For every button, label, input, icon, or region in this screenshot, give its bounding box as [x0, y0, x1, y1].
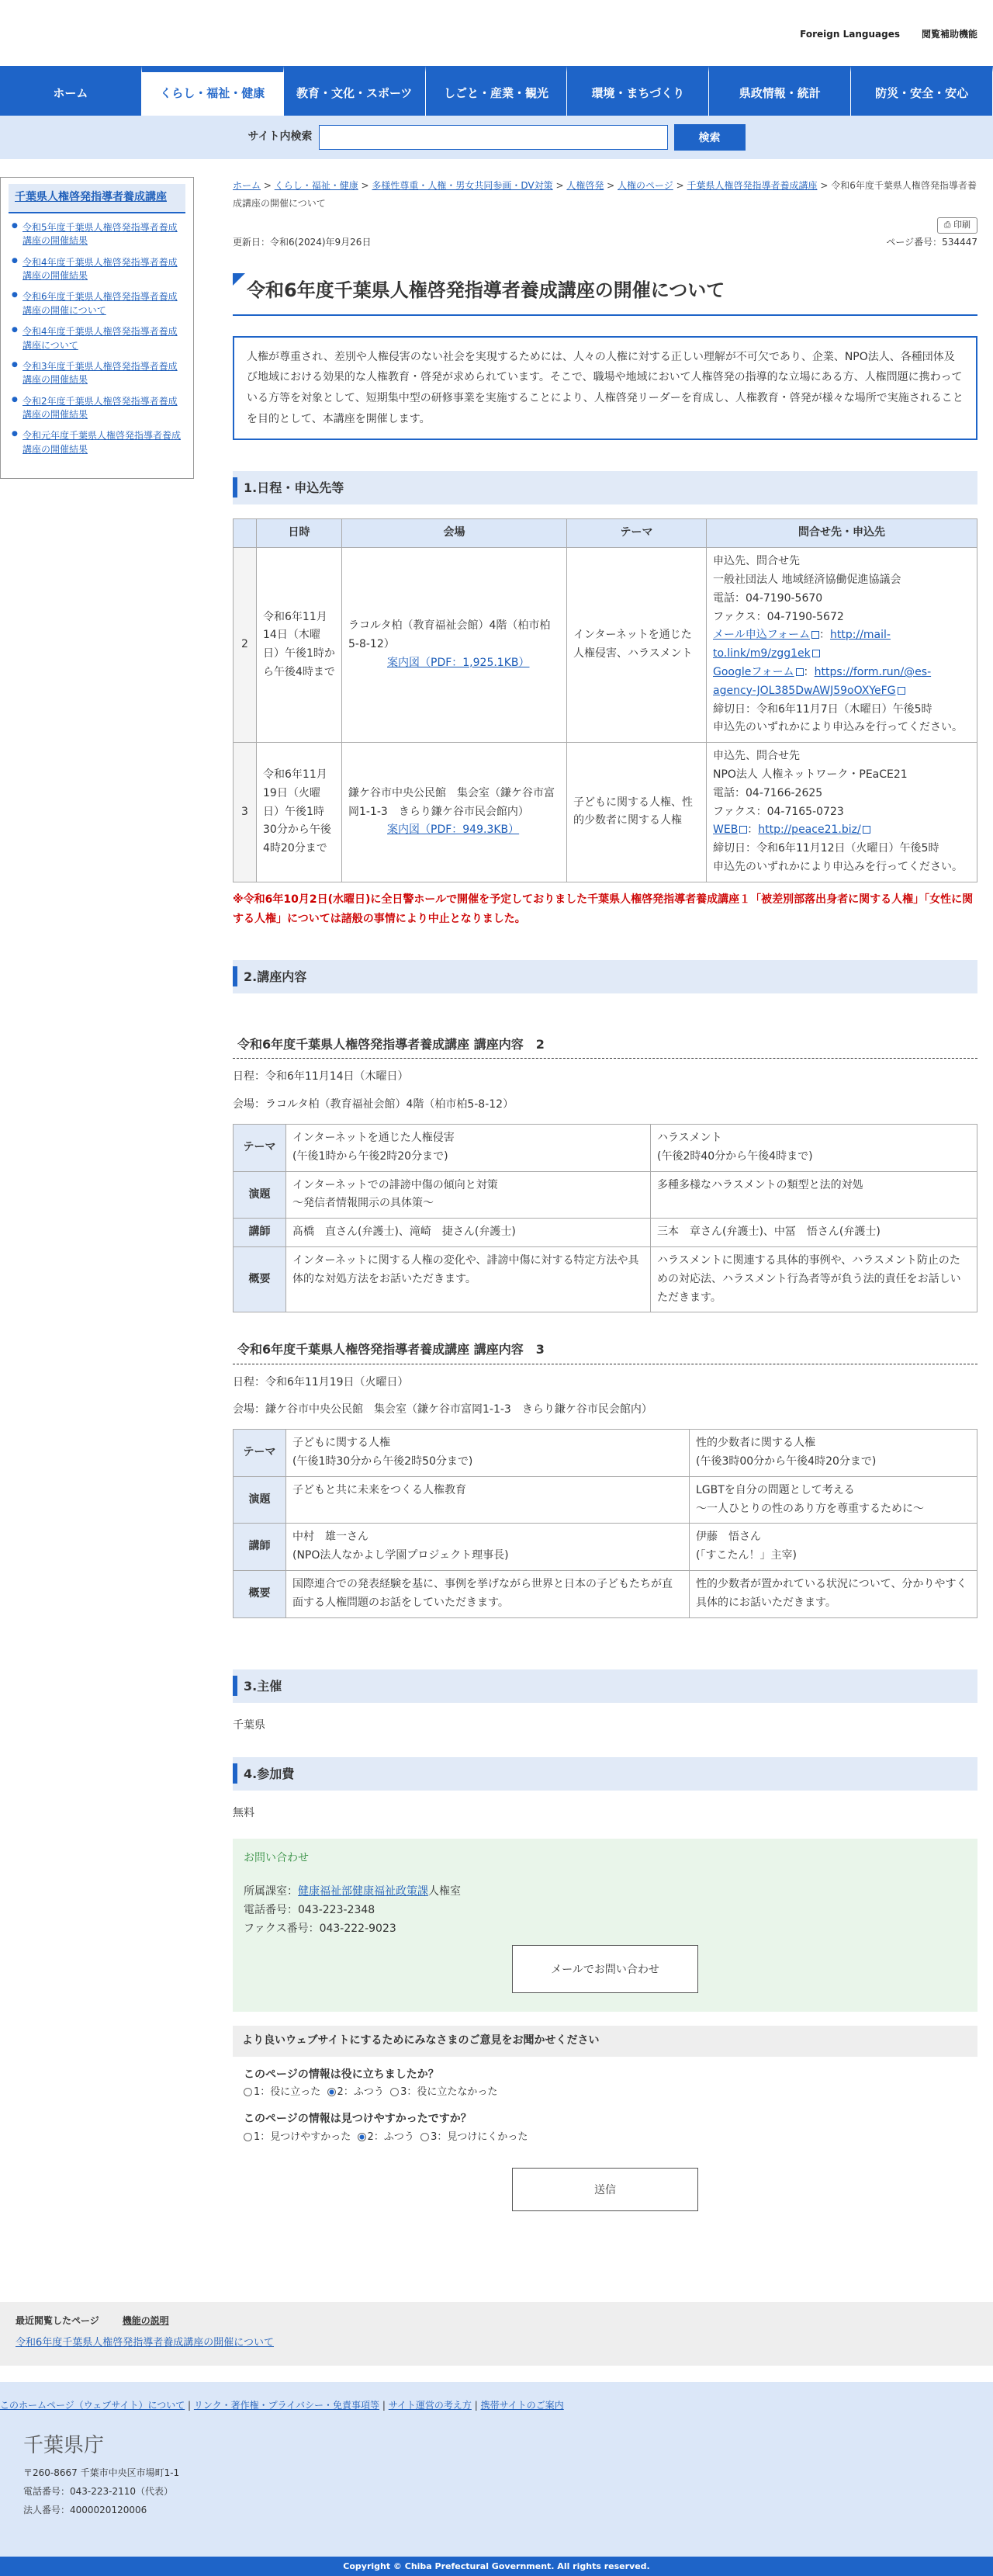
deadline: 締切日：令和6年11月7日（木曜日）午後5時 [713, 702, 932, 716]
inquiry-dept [244, 1883, 967, 1902]
section-heading: 1.日程・申込先等 [233, 471, 977, 504]
map-pdf-link[interactable]: 案内図（PDF：1,925.1KB） [387, 657, 530, 670]
row-header: 演題 [234, 1171, 286, 1219]
lead-text: 人権が尊重され、差別や人権侵害のない社会を実現するためには、人々の人権に対する正しい理解が不可欠であり、企業、NPO法人、各種団体及び地域における効果的な人権教育・啓発が求められています。そこで、職場や地域において人権啓発の指導的な立場にある方、人権問題に携わっている方等を対象として、短期集中型の研修事業を実施することにより、人権啓発リーダーを育成し、人権教育・啓発が様々な場所で実施されることを目的として、本講座を開催します。 [233, 336, 977, 440]
inquiry-fax: ファクス番号：043-222-9023 [244, 1922, 396, 1935]
fee-text: 無料 [233, 1806, 254, 1819]
sidebar-item [9, 221, 185, 248]
radio-button[interactable] [390, 2088, 399, 2096]
main-tel: 電話番号：043-223-2110（代表） [23, 2485, 174, 2497]
theme-cell: インターネットを通じた人権侵害、ハラスメント [567, 548, 707, 743]
mail-inquiry-button[interactable]: メールでお問い合わせ [512, 1945, 698, 1993]
page-title: 令和6年度千葉県人権啓発指導者養成講座の開催について [233, 270, 977, 316]
row-header: 概要 [234, 1570, 286, 1617]
survey-question: このページの情報は役に立ちましたか？ [244, 2068, 439, 2081]
table-cell: 多種多様なハラスメントの類型と法的対処 [651, 1171, 977, 1219]
external-link-icon [812, 650, 820, 657]
footer-address [23, 2463, 993, 2519]
inquiry-box [233, 1839, 977, 2012]
map-pdf-link[interactable]: 案内図（PDF：949.3KB） [387, 823, 520, 837]
breadcrumb-link[interactable]: 人権啓発 [566, 180, 604, 191]
contact-label: 申込先、問合せ先 [713, 750, 800, 763]
section-heading: 2.講座内容 [233, 960, 977, 993]
table-row [234, 548, 977, 743]
top-utility-bar [0, 0, 993, 66]
sidebar [0, 177, 194, 479]
table-cell: 国際連合での発表経験を基に、事例を挙げながら世界と日本の子どもたちが直面する人権問題のお話をしていただきます。 [286, 1570, 690, 1617]
row-header: テーマ [234, 1125, 286, 1172]
nav-environment[interactable]: 環境・まちづくり [567, 66, 709, 116]
contact-google-form: Googleフォーム ：https://form.run/@es-agency-JOL385DwAWJ59oOXYeFG [713, 665, 932, 697]
radio-label: 1：役に立った [254, 2086, 321, 2099]
footer-link[interactable]: 携帯サイトのご案内 [480, 2400, 564, 2411]
table-row [234, 743, 977, 882]
sidebar-item [9, 360, 185, 387]
apply-note: 申込先のいずれかにより申込みを行ってください。 [713, 860, 963, 873]
table-row [234, 1219, 977, 1247]
survey-form [233, 2026, 977, 2212]
sidebar-title [9, 184, 185, 213]
table-row [234, 1430, 977, 1477]
contact-web: WEB ：http://peace21.biz/ [713, 821, 971, 840]
radio-label: 1：見つけやすかった [254, 2131, 351, 2144]
survey-options [244, 2084, 977, 2101]
sidebar-link[interactable]: 令和6年度千葉県人権啓発指導者養成講座の開催について [22, 291, 178, 316]
table-row [234, 1570, 977, 1617]
column-header: 会場 [342, 519, 567, 548]
venue-cell [342, 743, 567, 882]
sidebar-link[interactable]: 令和2年度千葉県人権啓発指導者養成講座の開催結果 [22, 395, 178, 421]
address: 〒260-8667 千葉市中央区市場町1-1 [23, 2467, 180, 2478]
copyright: Copyright © Chiba Prefectural Government. All rights reserved. [0, 2557, 993, 2576]
breadcrumb: ホーム > くらし・福祉・健康 > 多様性尊重・人権・男女共同参画・DV対策 > 人権啓発 > 人権のページ > 千葉県人権啓発指導者養成講座 > 令和6年度千葉県人権啓発指導者養成講座の開催について [233, 180, 977, 209]
nav-home[interactable]: ホーム [0, 66, 142, 116]
table-cell: 髙橋 直さん(弁護士)、滝崎 捷さん(弁護士) [286, 1219, 651, 1247]
corporate-number: 法人番号：4000020120006 [23, 2504, 147, 2515]
google-form-link[interactable]: Googleフォーム [713, 665, 794, 678]
mail-form-link[interactable]: メール申込フォーム [713, 629, 811, 642]
sidebar-link[interactable]: 令和4年度千葉県人権啓発指導者養成講座の開催結果 [22, 256, 178, 281]
host-text: 千葉県 [233, 1718, 265, 1732]
printer-icon: ⎙ [943, 220, 951, 230]
course-heading: 令和6年度千葉県人権啓発指導者養成講座 講座内容 3 [233, 1336, 977, 1364]
breadcrumb-link[interactable]: ホーム [233, 180, 261, 191]
search-input[interactable] [319, 125, 668, 150]
course-venue: 会場：鎌ケ谷市中央公民館 集会室（鎌ケ谷市富岡1-1-3 きらり鎌ケ谷市民会館内） [233, 1403, 652, 1416]
radio-button[interactable] [327, 2088, 336, 2096]
web-link[interactable]: WEB [713, 823, 739, 837]
venue-cell [342, 548, 567, 743]
row-number: 2 [234, 548, 257, 743]
contact-fax: ファクス：04-7165-0723 [713, 805, 844, 818]
table-row [234, 1171, 977, 1219]
radio-button[interactable] [420, 2133, 429, 2141]
apply-note: 申込先のいずれかにより申込みを行ってください。 [713, 721, 963, 734]
course-date: 日程：令和6年11月19日（火曜日） [233, 1375, 409, 1389]
sidebar-item [9, 325, 185, 352]
row-header: 演題 [234, 1476, 286, 1524]
footer [0, 2382, 993, 2557]
external-link-icon [863, 826, 870, 834]
table-cell: 伊藤 悟さん (「すこたん！」主宰) [690, 1524, 977, 1571]
sidebar-link[interactable]: 令和4年度千葉県人権啓発指導者養成講座について [22, 326, 178, 351]
table-cell: インターネットでの誹謗中傷の傾向と対策 ～発信者情報開示の具体策～ [286, 1171, 651, 1219]
course-heading: 令和6年度千葉県人権啓発指導者養成講座 講座内容 2 [233, 1031, 977, 1059]
sidebar-link[interactable]: 令和3年度千葉県人権啓発指導者養成講座の開催結果 [22, 360, 178, 386]
reading-assist-link[interactable]: 閲覧補助機能 [921, 29, 977, 40]
sidebar-title-link[interactable]: 千葉県人権啓発指導者養成講座 [15, 191, 167, 203]
external-link-icon [796, 668, 804, 676]
contact-tel: 電話：04-7166-2625 [713, 786, 823, 799]
table-cell: ハラスメントに関連する具体的事例や、ハラスメント防止のための対応法、ハラスメント行為者等が負う法的責任をお話しいただきます。 [651, 1247, 977, 1312]
table-row [234, 1247, 977, 1312]
radio-button[interactable] [358, 2133, 366, 2141]
sidebar-link[interactable]: 令和元年度千葉県人権啓発指導者養成講座の開催結果 [22, 430, 182, 455]
sidebar-item [9, 290, 185, 317]
foreign-languages-link[interactable]: Foreign Languages [800, 29, 900, 40]
table-row [234, 1476, 977, 1524]
help-link[interactable]: 機能の説明 [122, 2315, 169, 2326]
dept-rest: 人権室 [428, 1885, 461, 1898]
column-header: 日時 [257, 519, 342, 548]
survey-send-button[interactable]: 送信 [512, 2168, 698, 2211]
radio-button[interactable] [244, 2088, 252, 2096]
footer-link[interactable]: リンク・著作権・プライバシー・免責事項等 [193, 2400, 380, 2411]
schedule-table [233, 518, 977, 882]
contact-cell [707, 743, 977, 882]
external-link-icon [739, 826, 747, 834]
row-header: テーマ [234, 1430, 286, 1477]
global-nav [0, 66, 993, 116]
column-header: テーマ [567, 519, 707, 548]
radio-label: 3：役に立たなかった [400, 2086, 498, 2099]
breadcrumb-link[interactable]: くらし・福祉・健康 [274, 180, 358, 191]
breadcrumb-link[interactable]: 千葉県人権啓発指導者養成講座 [687, 180, 818, 191]
footer-link[interactable]: このホームページ（ウェブサイト）について [0, 2400, 185, 2411]
venue-text: ラコルタ柏（教育福祉会館）4階（柏市柏5-8-12） [348, 619, 551, 651]
row-number: 3 [234, 743, 257, 882]
table-cell: インターネットに関する人権の変化や、誹謗中傷に対する特定方法や具体的な対処方法をお話いただきます。 [286, 1247, 651, 1312]
breadcrumb-current: 令和6年度千葉県人権啓発指導者養成講座の開催について [233, 180, 977, 209]
row-header: 講師 [234, 1219, 286, 1247]
survey-heading: より良いウェブサイトにするためにみなさまのご意見をお聞かせください [233, 2026, 977, 2057]
contact-org: 一般社団法人 地域経済協働促進協議会 [713, 573, 901, 586]
search-button[interactable]: 検索 [674, 124, 746, 151]
table-cell: 性的少数者に関する人権 (午後3時00分から午後4時20分まで) [690, 1430, 977, 1477]
contact-cell [707, 548, 977, 743]
table-header-row [234, 519, 977, 548]
radio-button[interactable] [244, 2133, 252, 2141]
updated-date: 更新日：令和6(2024)年9月26日 [233, 236, 372, 248]
nav-prefecture-info[interactable]: 県政情報・統計 [709, 66, 851, 116]
recently-viewed [0, 2302, 993, 2366]
inquiry-tel: 電話番号：043-223-2348 [244, 1904, 375, 1917]
footer-link[interactable]: サイト運営の考え方 [388, 2400, 472, 2411]
table-row [234, 1125, 977, 1172]
course-table [233, 1429, 977, 1617]
sidebar-item [9, 256, 185, 283]
dept-link[interactable]: 健康福祉部健康福祉政策課 [298, 1885, 428, 1898]
contact-label: 申込先、問合せ先 [713, 555, 800, 568]
nav-education[interactable]: 教育・文化・スポーツ [284, 66, 426, 116]
survey-options [244, 2129, 977, 2146]
dept-label: 所属課室： [244, 1885, 298, 1898]
survey-question: このページの情報は見つけやすかったですか？ [244, 2113, 472, 2126]
contact-fax: ファクス：04-7190-5672 [713, 610, 844, 623]
row-header: 概要 [234, 1247, 286, 1312]
table-cell: 子どもに関する人権 (午後1時30分から午後2時50分まで) [286, 1430, 690, 1477]
table-cell: LGBTを自分の問題として考える ～一人ひとりの性のあり方を尊重するために～ [690, 1476, 977, 1524]
course-venue: 会場：ラコルタ柏（教育福祉会館）4階（柏市柏5-8-12） [233, 1098, 514, 1111]
row-header: 講師 [234, 1524, 286, 1571]
contact-mail-form: メール申込フォーム ：http://mail-to.link/m9/zgg1ek [713, 629, 891, 660]
page-number: ページ番号：534447 [886, 236, 977, 248]
table-cell: インターネットを通じた人権侵害 (午後1時から午後2時20分まで) [286, 1125, 651, 1172]
google-url-link[interactable]: https://form.run/@es-agency-JOL385DwAWJ59oOXYeFG [713, 665, 932, 697]
radio-label: 2：ふつう [337, 2086, 384, 2099]
radio-label: 2：ふつう [367, 2131, 414, 2144]
nav-life-welfare[interactable]: くらし・福祉・健康 [142, 66, 284, 116]
table-cell: 三本 章さん(弁護士)、中冨 悟さん(弁護士) [651, 1219, 977, 1247]
sidebar-list [9, 221, 185, 456]
date-cell: 令和6年11月14日（木曜日）午後1時から午後4時まで [257, 548, 342, 743]
search-label: サイト内検索 [247, 130, 313, 144]
sidebar-link[interactable]: 令和5年度千葉県人権啓発指導者養成講座の開催結果 [22, 221, 178, 247]
theme-cell: 子どもに関する人権、性的少数者に関する人権 [567, 743, 707, 882]
recent-label: 最近閲覧したページ [16, 2315, 99, 2326]
footer-links: このホームページ（ウェブサイト）について | リンク・著作権・プライバシー・免責事項等 | サイト運営の考え方 | 携帯サイトのご案内 [0, 2400, 564, 2411]
contact-org: NPO法人 人権ネットワーク・PEaCE21 [713, 768, 908, 781]
print-label: 印刷 [953, 220, 971, 230]
section-heading: 4.参加費 [233, 1757, 977, 1791]
inquiry-title: お問い合わせ [244, 1851, 309, 1864]
footer-org-name: 千葉県庁 [23, 2434, 105, 2458]
breadcrumb-link[interactable]: 人権のページ [618, 180, 673, 191]
deadline: 締切日：令和6年11月12日（火曜日）午後5時 [713, 842, 939, 855]
nav-safety[interactable]: 防災・安全・安心 [851, 66, 993, 116]
mail-url-link[interactable]: http://mail-to.link/m9/zgg1ek [713, 629, 891, 660]
table-row [234, 1524, 977, 1571]
radio-label: 3：見つけにくかった [431, 2131, 528, 2144]
site-search [0, 116, 993, 159]
web-url-link[interactable]: http://peace21.biz/ [758, 823, 861, 837]
column-header [234, 519, 257, 548]
recent-item-link[interactable]: 令和6年度千葉県人権啓発指導者養成講座の開催について [16, 2337, 275, 2349]
breadcrumb-link[interactable]: 多様性尊重・人権・男女共同参画・DV対策 [372, 180, 553, 191]
page-meta [233, 234, 977, 250]
main-content [233, 177, 977, 2211]
contact-tel: 電話：04-7190-5670 [713, 591, 823, 605]
table-cell: 中村 雄一さん (NPO法人なかよし学園プロジェクト理事長) [286, 1524, 690, 1571]
nav-work[interactable]: しごと・産業・観光 [426, 66, 568, 116]
course-date: 日程：令和6年11月14日（木曜日） [233, 1070, 409, 1083]
date-cell: 令和6年11月19日（火曜日）午後1時30分から午後4時20分まで [257, 743, 342, 882]
column-header: 問合せ先・申込先 [707, 519, 977, 548]
section-heading: 3.主催 [233, 1669, 977, 1703]
table-cell: ハラスメント (午後2時40分から午後4時まで) [651, 1125, 977, 1172]
sidebar-item [9, 429, 185, 456]
sidebar-item [9, 395, 185, 422]
cancellation-notice: ※令和6年10月2日(水曜日)に全日警ホールで開催を予定しておりました千葉県人権啓発指導者養成講座１「被差別部落出身者に関する人権」「女性に関する人権」については諸般の事情により中止となりました。 [233, 893, 974, 925]
table-cell: 性的少数者が置かれている状況について、分かりやすく具体的にお話いただきます。 [690, 1570, 977, 1617]
print-button[interactable] [937, 217, 977, 234]
external-link-icon [898, 687, 905, 695]
course-table [233, 1124, 977, 1312]
table-cell: 子どもと共に未来をつくる人権教育 [286, 1476, 690, 1524]
venue-text: 鎌ケ谷市中央公民館 集会室（鎌ケ谷市富岡1-1-3 きらり鎌ケ谷市民会館内） [348, 786, 555, 818]
external-link-icon [811, 631, 819, 639]
